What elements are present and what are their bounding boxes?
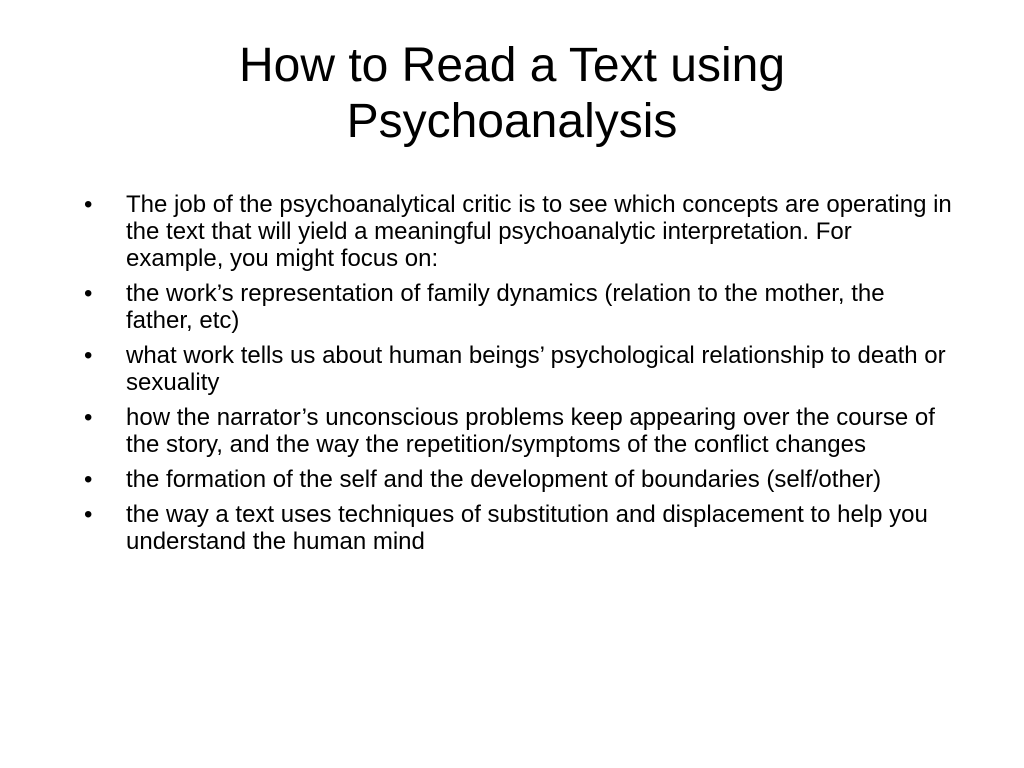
bullet-item-3	[84, 342, 954, 396]
bullet-icon: •	[84, 280, 93, 307]
bullet-icon: •	[84, 404, 93, 431]
bullet-text-1: The job of the psychoanalytical critic is to see which concepts are operating in the text that will yield a meaningful psychoanalytic interpretation. For example, you might focus on:	[126, 191, 952, 272]
bullet-text-2: the work’s representation of family dynamics (relation to the mother, the father, etc)	[126, 280, 885, 334]
slide-title	[60, 38, 964, 150]
bullet-icon: •	[84, 191, 93, 218]
bullet-icon: •	[84, 501, 93, 528]
bullet-text-3: what work tells us about human beings’ psychological relationship to death or sexuality	[126, 342, 946, 396]
bullet-item-2	[84, 280, 954, 334]
slide-title-line-1: How to Read a Text using	[238, 39, 786, 92]
bullet-item-6	[84, 501, 954, 555]
slide-title-line-2: Psychoanalysis	[346, 95, 678, 148]
bullet-icon: •	[84, 342, 93, 369]
bullet-item-4	[84, 404, 954, 458]
bullet-text-6: the way a text uses techniques of substitution and displacement to help you understand the human mind	[126, 501, 928, 555]
bullet-icon: •	[84, 466, 93, 493]
bullet-item-5	[84, 466, 954, 493]
bullet-text-4: how the narrator’s unconscious problems keep appearing over the course of the story, and the way the repetition/symptoms of the conflict changes	[126, 404, 935, 458]
bullet-text-5: the formation of the self and the development of boundaries (self/other)	[126, 466, 882, 493]
bullet-list	[84, 191, 954, 563]
bullet-item-1	[84, 191, 954, 272]
